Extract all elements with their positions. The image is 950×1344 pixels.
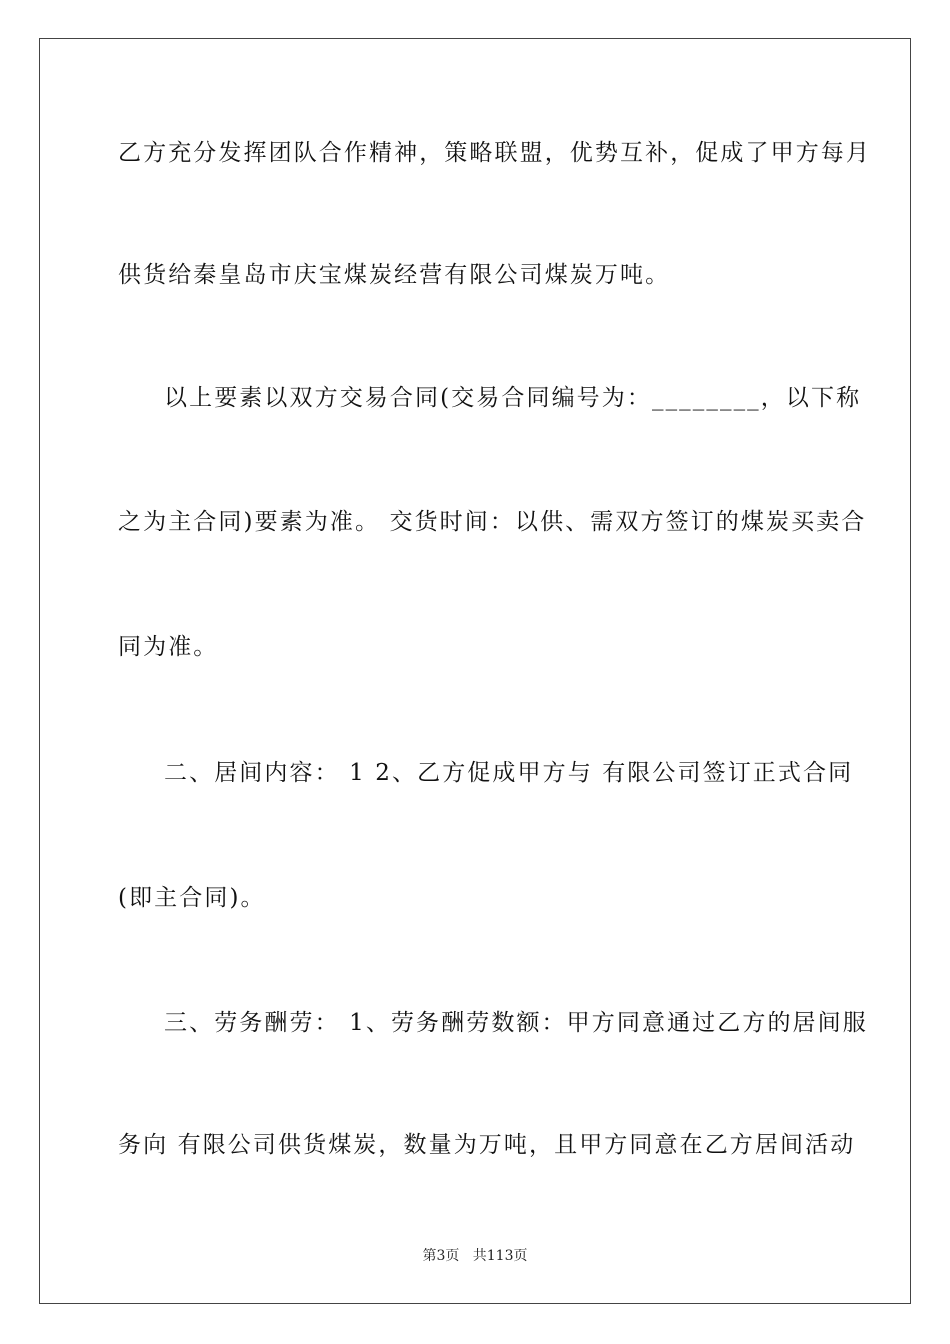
body-line-7: (即主合同)。	[118, 885, 266, 911]
page-border	[39, 38, 911, 1304]
body-line-5: 同为准。	[118, 634, 219, 660]
body-line-2: 供货给秦皇岛市庆宝煤炭经营有限公司煤炭万吨。	[118, 262, 671, 288]
body-line-1: 乙方充分发挥团队合作精神，策略联盟，优势互补，促成了甲方每月	[118, 140, 871, 166]
body-line-3: 以上要素以双方交易合同(交易合同编号为：________，以下称	[164, 385, 862, 411]
body-line-6: 二、居间内容： 1 2、乙方促成甲方与 有限公司签订正式合同	[164, 760, 854, 786]
body-line-9: 务向 有限公司供货煤炭，数量为万吨，且甲方同意在乙方居间活动	[118, 1132, 856, 1158]
body-line-8: 三、劳务酬劳： 1、劳务酬劳数额：甲方同意通过乙方的居间服	[164, 1010, 868, 1036]
body-line-4: 之为主合同)要素为准。 交货时间：以供、需双方签订的煤炭买卖合	[118, 509, 867, 535]
page-number-footer: 第3页 共113页	[422, 1248, 528, 1264]
